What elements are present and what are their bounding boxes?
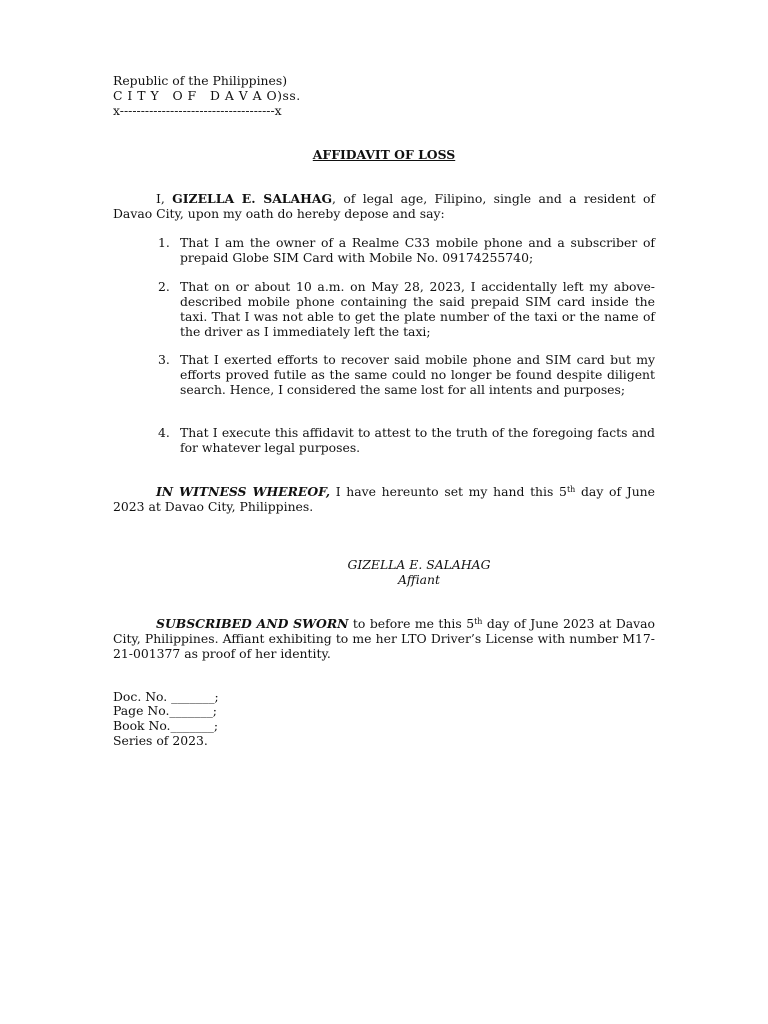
- intro-paragraph: [113, 191, 655, 221]
- header-divider: x-------------------------------------x: [113, 103, 282, 118]
- list-item: [158, 352, 655, 397]
- witness-lead: IN WITNESS WHEREOF,: [156, 484, 331, 499]
- intro-post: , of legal age, Filipino, single and a resident of Davao City, upon my oath do hereby depose and say:: [113, 191, 655, 221]
- signature-name: GIZELLA E. SALAHAG: [347, 557, 491, 572]
- document-title: AFFIDAVIT OF LOSS: [312, 147, 456, 162]
- jurat-lead: SUBSCRIBED AND SWORN: [156, 616, 349, 631]
- list-item: [158, 425, 655, 455]
- book-number: Book No._______;: [113, 718, 219, 733]
- witness-text1: I have hereunto set my hand this 5: [330, 484, 567, 499]
- doc-number: Doc. No. _______;: [113, 689, 219, 704]
- list-item: [158, 235, 655, 265]
- item-text: That on or about 10 a.m. on May 28, 2023, I accidentally left my above-described mobile phone containing the said prepaid SIM card inside the taxi. That I was not able to get the plate number of the taxi or the name of the driver as I immediately left the taxi;: [180, 279, 655, 339]
- jurat-text1: to before me this 5: [348, 616, 475, 631]
- item-number: 4.: [158, 425, 170, 440]
- series-year: Series of 2023.: [113, 733, 208, 748]
- item-text: That I execute this affidavit to attest to the truth of the foregoing facts and for whatever legal purposes.: [180, 425, 655, 455]
- item-number: 2.: [158, 279, 170, 294]
- page-number: Page No._______;: [113, 703, 217, 718]
- item-number: 3.: [158, 352, 170, 367]
- item-text: That I exerted efforts to recover said mobile phone and SIM card but my efforts proved futile as the same could no longer be found despite diligent search. Hence, I considered the same lost for all intents and purposes;: [180, 352, 655, 397]
- header-republic: Republic of the Philippines): [113, 73, 288, 88]
- intro-pre: I,: [156, 191, 173, 206]
- list-item: [158, 279, 655, 339]
- witness-paragraph: [113, 484, 655, 514]
- signature-role: Affiant: [397, 572, 441, 587]
- witness-sup: th: [566, 485, 576, 494]
- jurat-text2: day of June 2023 at Davao City, Philippines. Affiant exhibiting to me her LTO Driver’s License with number M17-21-001377 as proof of her identity.: [113, 616, 655, 661]
- item-text: That I am the owner of a Realme C33 mobile phone and a subscriber of prepaid Globe SIM Card with Mobile No. 09174255740;: [180, 235, 655, 265]
- jurat-paragraph: [113, 616, 655, 661]
- jurat-sup: th: [474, 617, 483, 626]
- witness-text2: day of June 2023 at Davao City, Philippines.: [113, 484, 655, 514]
- affiant-name-intro: GIZELLA E. SALAHAG: [172, 191, 333, 206]
- item-number: 1.: [158, 235, 170, 250]
- header-city: C I T Y O F D A V A O)ss.: [113, 88, 301, 103]
